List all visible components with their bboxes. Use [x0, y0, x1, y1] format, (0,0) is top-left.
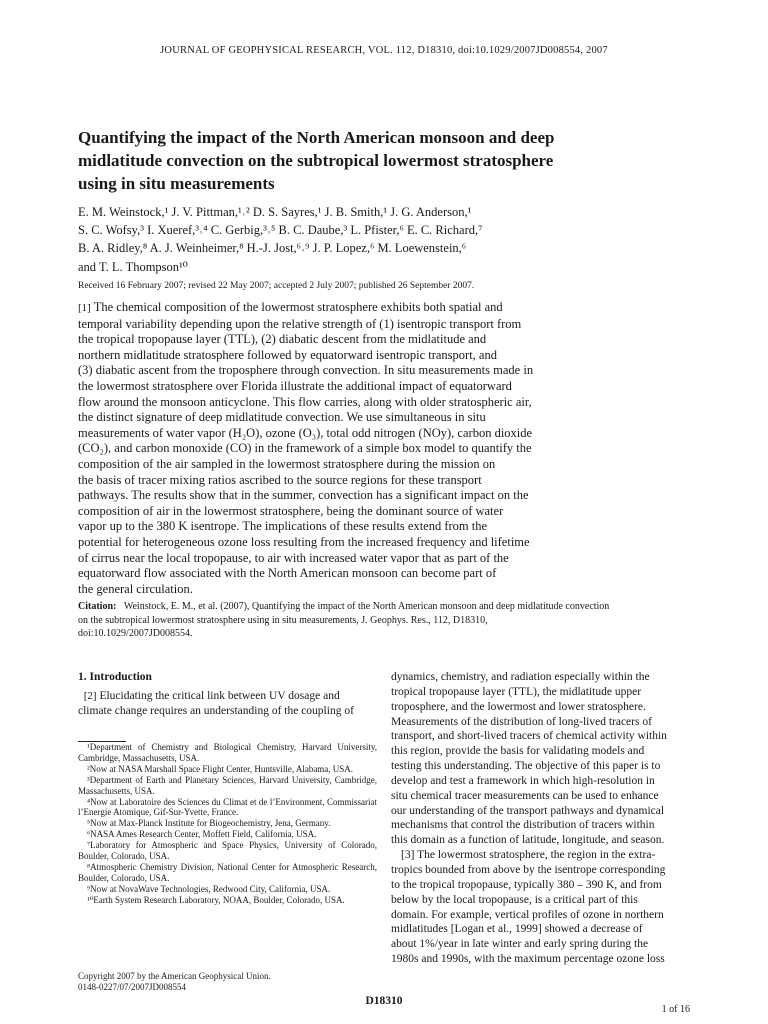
- abstract-line: northern midlatitude stratosphere followed by equatorward isentropic transport, and: [78, 347, 497, 362]
- page-number: 1 of 16: [661, 1004, 690, 1015]
- abstract-line: composition of air in the lowermost stratosphere, being the dominant source of water: [78, 503, 504, 518]
- abstract-line: of cirrus near the local tropopause, to air with increased water vapor that as part of the: [78, 550, 509, 565]
- abstract-line: potential for heterogeneous ozone loss resulting from the increased frequency and lifetime: [78, 534, 530, 549]
- abstract-line: pathways. The results show that in the summer, convection has a significant impact on the: [78, 488, 529, 503]
- body-line: this domain as a function of latitude, longitude, and season.: [391, 834, 665, 847]
- body-line: dynamics, chemistry, and radiation especially within the: [391, 671, 650, 683]
- abstract-line: [78, 300, 690, 317]
- abstract-line: the lowermost stratosphere over Florida illustrate the additional impact of equatorward: [78, 378, 512, 393]
- body-line: our understanding of the transport pathways and dynamical: [391, 804, 665, 817]
- journal-header: JOURNAL OF GEOPHYSICAL RESEARCH, VOL. 112, D18310, doi:10.1029/2007JD008554, 2007: [160, 45, 608, 56]
- abstract: [78, 300, 690, 597]
- copyright-notice: [78, 971, 377, 993]
- intro-text: Elucidating the critical link between UV dosage and: [99, 690, 340, 702]
- title-line: midlatitude convection on the subtropical lowermost stratosphere: [78, 151, 554, 170]
- author-line: S. C. Wofsy,³ I. Xueref,³˒⁴ C. Gerbig,³˒⁵ B. C. Daube,³ L. Pfister,⁶ E. C. Richard,⁷: [78, 223, 483, 238]
- footnote: ⁹Now at NovaWave Technologies, Redwood City, California, USA.: [87, 883, 331, 894]
- abstract-line: vapor up to the 380 K isentrope. The implications of these results extend from the: [78, 519, 488, 534]
- body-line: situ chemical tracer measurements can be used to enhance: [391, 789, 659, 802]
- body-line: develop and test a framework in which high-resolution in: [391, 774, 655, 787]
- citation-label: Citation:: [78, 601, 117, 612]
- citation-line: on the subtropical lowermost stratosphere using in situ measurements, J. Geophys. Res., 112, D18310,: [78, 614, 488, 626]
- abstract-line: equatorward flow associated with the North American monsoon can become part of: [78, 566, 497, 581]
- paragraph-marker: [2]: [83, 690, 97, 702]
- body-line: below by the local tropopause, is a critical part of this: [391, 893, 638, 906]
- citation-line: doi:10.1029/2007JD008554.: [78, 628, 193, 639]
- intro-continuation: [391, 670, 690, 967]
- body-line: about 1%/year in late winter and early spring during the: [391, 938, 649, 951]
- body-line: transport, and short-lived tracers of chemical activity within: [391, 730, 667, 743]
- title-line: Quantifying the impact of the North American monsoon and deep: [78, 128, 555, 147]
- intro-paragraph: [78, 689, 377, 719]
- copyright-line: Copyright 2007 by the American Geophysical Union.: [78, 971, 271, 981]
- abstract-line: the general circulation.: [78, 581, 193, 596]
- footnote: ³Department of Earth and Planetary Sciences, Harvard University, Cambridge, Massachusetts, USA.: [78, 774, 377, 796]
- abstract-line: the tropical tropopause layer (TTL), (2) diabatic descent from the midlatitude and: [78, 332, 487, 347]
- copyright-line: 0148-0227/07/2007JD008554: [78, 982, 186, 992]
- body-line: tropics bounded from above by the isentrope corresponding: [391, 863, 666, 876]
- body-line: tropical tropopause layer (TTL), the midlatitude upper: [391, 685, 642, 698]
- body-line: mechanisms that control the distribution of tracers within: [391, 819, 655, 832]
- abstract-line: (CO₂), and carbon monoxide (CO) in the framework of a simple box model to quantify the: [78, 441, 532, 456]
- paper-title: [78, 126, 678, 195]
- abstract-line: the basis of tracer mixing ratios ascribed to the source regions for these transport: [78, 472, 482, 487]
- author-line: and T. L. Thompson¹⁰: [78, 259, 188, 274]
- author-list: [78, 203, 698, 276]
- abstract-line: the distinct signature of deep midlatitude convection. We use simultaneous in situ: [78, 410, 486, 425]
- abstract-line: temporal variability depending upon the relative strength of (1) isentropic transport from: [78, 316, 522, 331]
- abstract-text: The chemical composition of the lowermost stratosphere exhibits both spatial and: [93, 300, 503, 314]
- body-line: [3] The lowermost stratosphere, the region in the extra-: [401, 849, 656, 862]
- article-id: D18310: [365, 995, 403, 1007]
- body-line: this region, provide the basis for validating models and: [391, 745, 645, 758]
- citation: [78, 600, 693, 641]
- intro-line: climate change requires an understanding of the coupling of: [78, 704, 354, 717]
- body-line: testing this understanding. The objective of this paper is to: [391, 760, 661, 773]
- abstract-line: measurements of water vapor (H₂O), ozone (O₃), total odd nitrogen (NOy), carbon dioxide: [78, 425, 533, 440]
- citation-line: [78, 600, 693, 614]
- paragraph-marker: [1]: [78, 302, 91, 314]
- footnote: ¹Department of Chemistry and Biological Chemistry, Harvard University, Cambridge, Massachusetts, USA.: [78, 742, 377, 763]
- body-line: midlatitudes [Logan et al., 1999] showed a decrease of: [391, 923, 643, 936]
- citation-text: Weinstock, E. M., et al. (2007), Quantifying the impact of the North American monsoon and deep midlatitude convection: [123, 601, 610, 612]
- abstract-line: (3) diabatic ascent from the troposphere through convection. In situ measurements made in: [78, 363, 534, 378]
- author-line: E. M. Weinstock,¹ J. V. Pittman,¹˒² D. S. Sayres,¹ J. B. Smith,¹ J. G. Anderson,¹: [78, 205, 472, 219]
- footnote: ¹⁰Earth System Research Laboratory, NOAA, Boulder, Colorado, USA.: [87, 894, 345, 905]
- body-line: domain. For example, vertical profiles of ozone in northern: [391, 908, 664, 921]
- footnote: ⁵Now at Max-Planck Institute for Biogeochemistry, Jena, Germany.: [87, 818, 331, 829]
- author-line: B. A. Ridley,⁸ A. J. Weinheimer,⁸ H.-J. Jost,⁶˒⁹ J. P. Lopez,⁶ M. Loewenstein,⁶: [78, 241, 467, 256]
- affiliation-footnotes: [78, 742, 377, 906]
- abstract-line: flow around the monsoon anticyclone. This flow carries, along with older stratospheric air,: [78, 394, 532, 409]
- footnote: ⁶NASA Ames Research Center, Moffett Field, California, USA.: [87, 829, 317, 840]
- abstract-line: composition of the air sampled in the lowermost stratosphere during the mission on: [78, 456, 496, 471]
- body-line: 1980s and 1990s, with the maximum percentage ozone loss: [391, 953, 665, 966]
- footnote: ⁸Atmospheric Chemistry Division, National Center for Atmospheric Research, Boulder, Colorado, USA.: [78, 861, 377, 883]
- body-line: to the tropical tropopause, typically 380 – 390 K, and from: [391, 878, 662, 891]
- body-line: Measurements of the distribution of long-lived tracers of: [391, 715, 652, 728]
- title-line: using in situ measurements: [78, 174, 275, 193]
- section-heading: 1. Introduction: [78, 671, 152, 683]
- body-line: troposphere, and the lowermost and lower stratosphere.: [391, 700, 646, 713]
- intro-line: [78, 689, 377, 704]
- received-dates: Received 16 February 2007; revised 22 May 2007; accepted 2 July 2007; published 26 September 2007.: [78, 281, 475, 291]
- footnote: ⁷Laboratory for Atmospheric and Space Physics, University of Colorado, Boulder, Colorado, USA.: [78, 840, 377, 862]
- footnote: ²Now at NASA Marshall Space Flight Center, Huntsville, Alabama, USA.: [87, 763, 354, 774]
- footnote: ⁴Now at Laboratoire des Sciences du Climat et de l’Environment, Commissariat l’Energie Atomique, Gif-Sur-Yvette, France.: [78, 796, 377, 818]
